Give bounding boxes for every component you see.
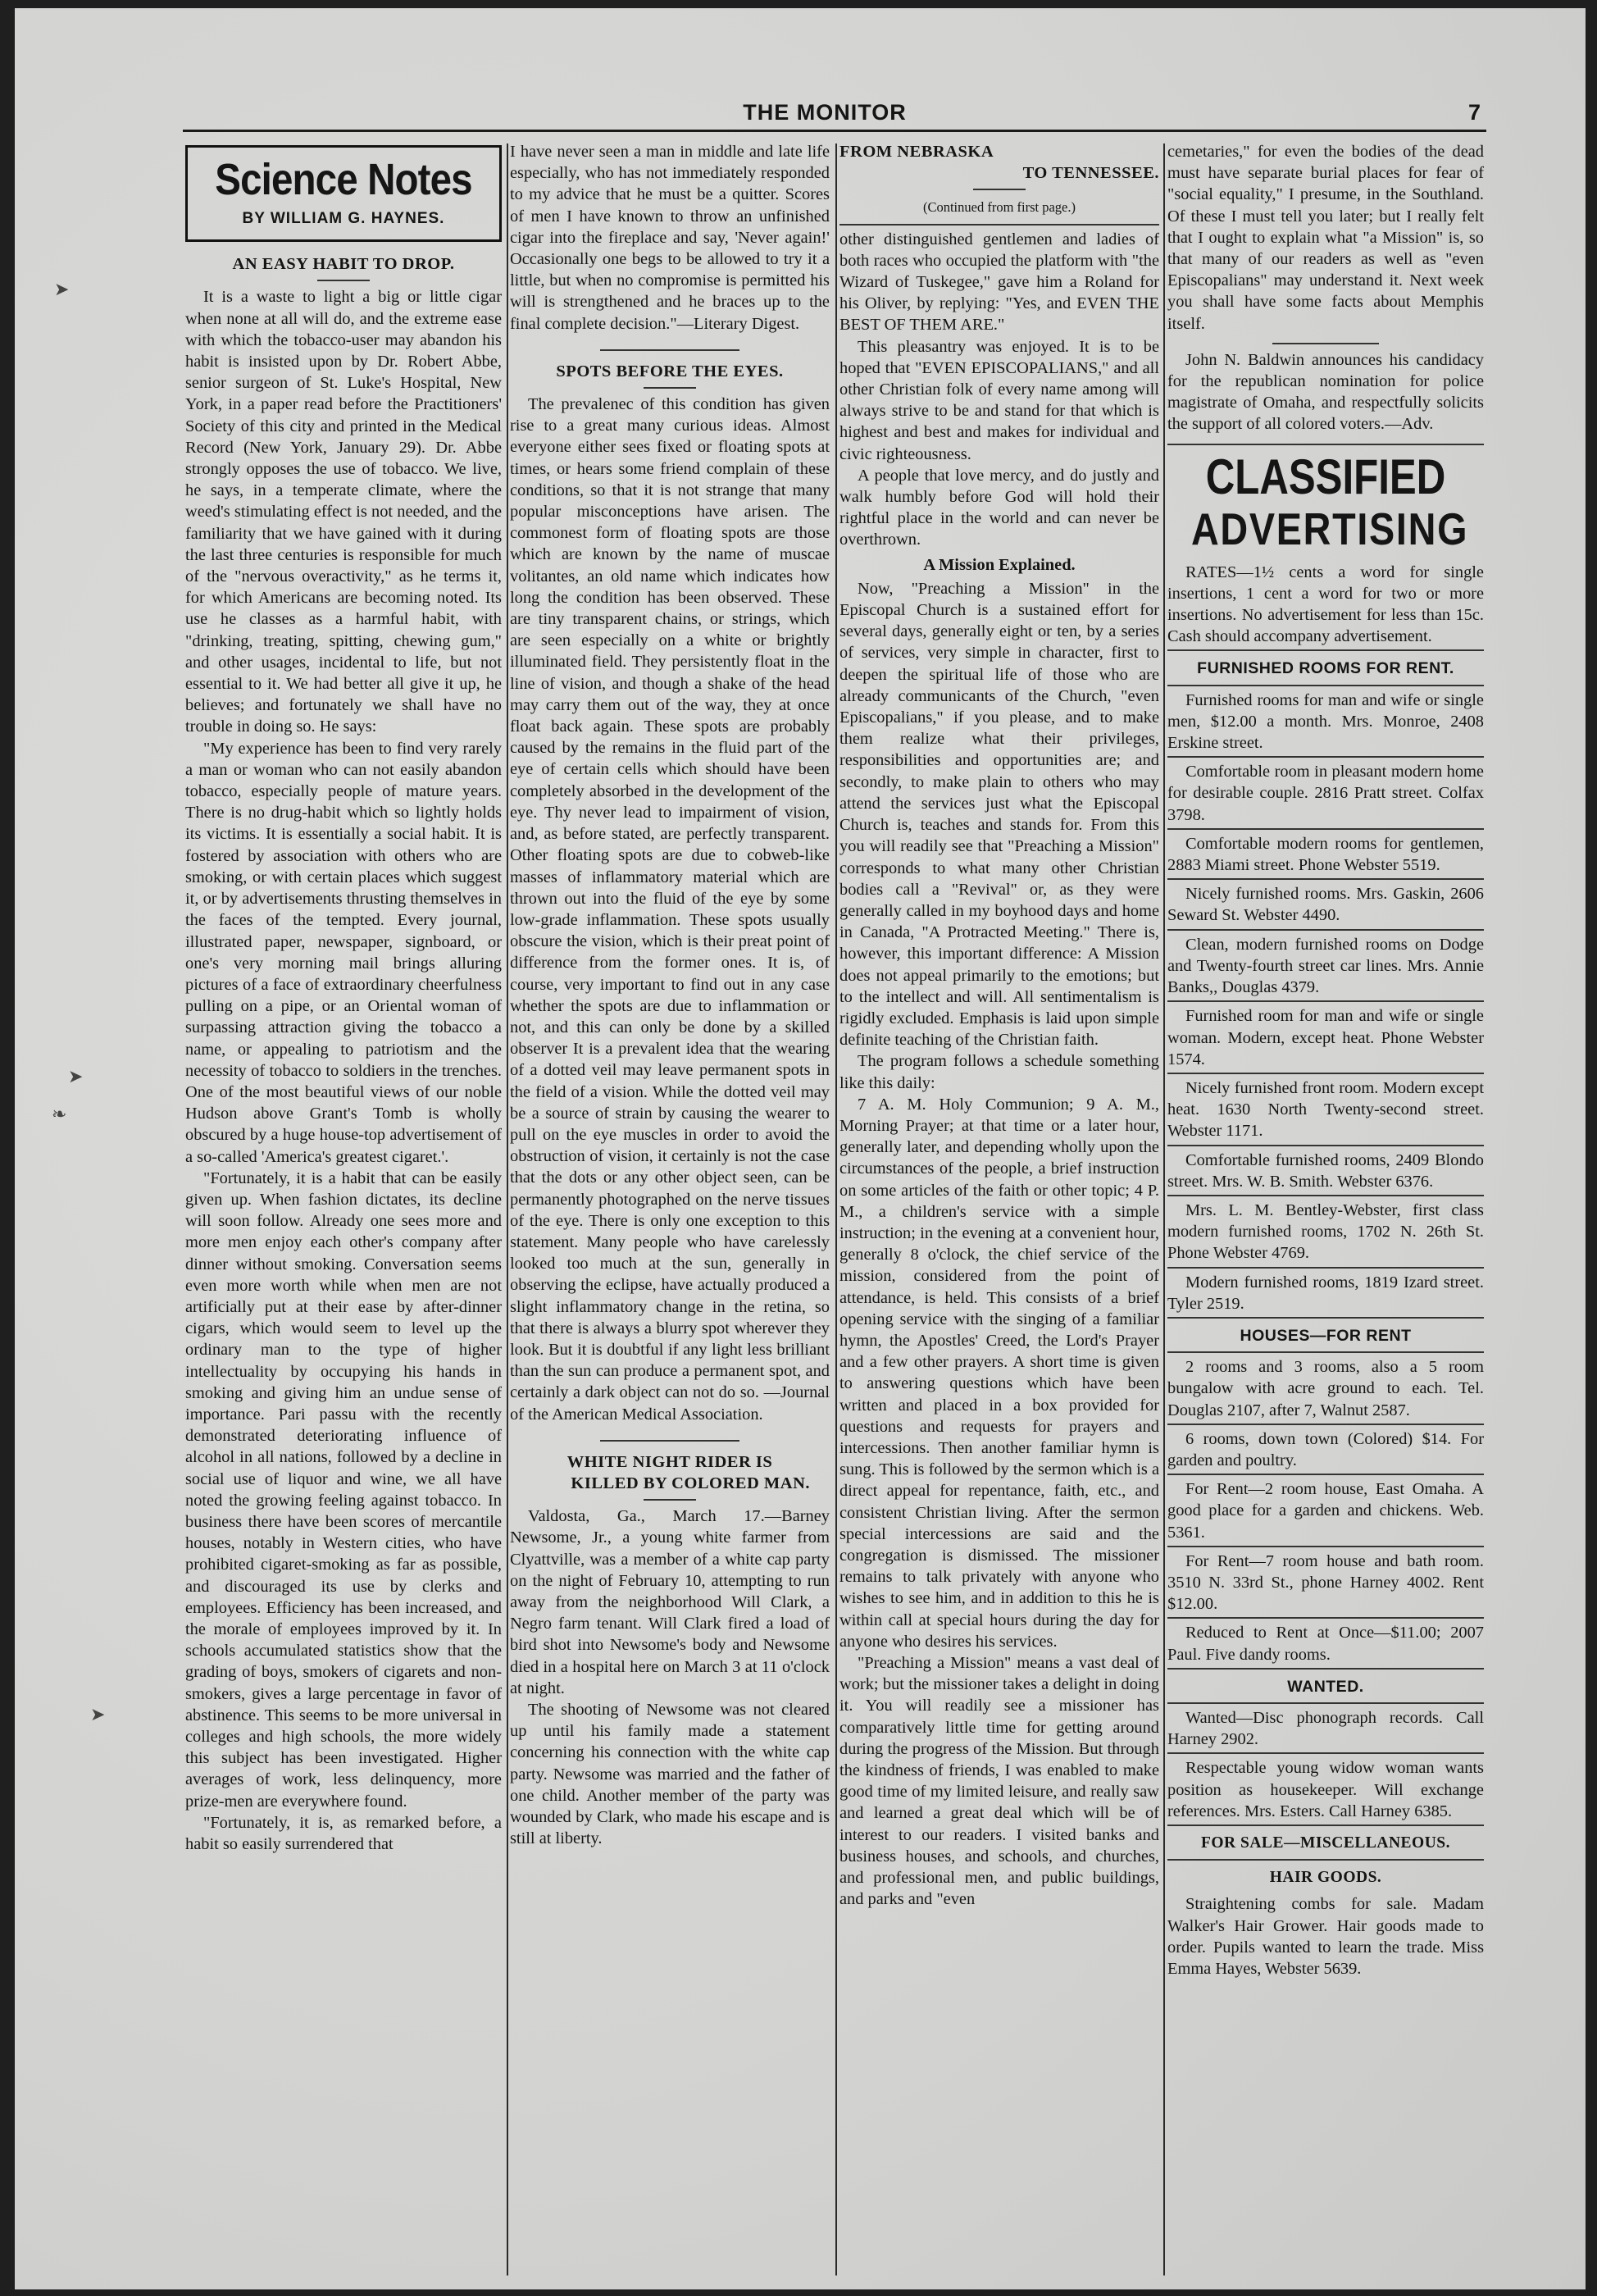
divider [1167,1424,1484,1425]
divider [1167,444,1484,445]
classified-ad: Comfortable modern rooms for gentlemen, 2883 Miami street. Phone Webster 5519. [1167,834,1484,875]
newspaper-title: THE MONITOR [743,100,907,125]
paragraph: other distinguished gentlemen and ladies of both races who occupied the platform with "the Wizard of Tuskegee," gave him a Roland for his Oliver, by replying: "Yes, and EVEN THE BEST OF THEM ARE." [839,230,1159,335]
margin-mark-icon: ➤ [90,1704,106,1724]
paragraph: "My experience has been to find very rarely a man or woman who can not easily abandon tobacco, especially people of mature years. There is no drug-habit which so lightly holds its victims. It is essentially a social habit. It is fostered by association with others who are smoking, or with certain places which suggest it, or by advertisements thrusting themselves in the faces of the tempted. Every journal, illustrated paper, newspaper, signboard, or one's very morning mail brings alluring pictures of a face of extraordinary cheerfulness pulling on a pipe, or an Oriental woman of surpassing attraction giving the tobacco a name, or appealing to patriotism and the necessity of tobacco to soldiers in the trenches. One of the most beautiful views of our noble Hudson above Grant's Tomb is wholly obscured by a huge house-top advertisement of a so-called 'America's greatest cigaret.'. [185,739,502,1166]
divider [1167,1000,1484,1002]
divider [1167,1859,1484,1861]
column-2 [510,141,830,2281]
section-heading: HAIR GOODS. [1269,1869,1382,1887]
article-title: WHITE NIGHT RIDER IS [566,1452,773,1471]
classified-ad: Nicely furnished rooms. Mrs. Gaskin, 2606 Seward St. Webster 4490. [1167,885,1484,925]
divider [1167,1145,1484,1146]
article-title: AN EASY HABIT TO DROP. [232,255,455,274]
column-1 [185,141,502,2281]
divider [1167,1474,1484,1475]
paragraph: The shooting of Newsome was not cleared up until his family made a statement concerning his connection with the white cap party. Newsome was married and the father of one child. Another member of the party was wounded by Clark, who made his escape and is still at liberty. [510,1701,830,1848]
subheading: A Mission Explained. [923,555,1076,574]
column-divider [835,144,837,2276]
paragraph: It is a waste to light a big or little cigar when none at all will do, and the extreme ease with which the tobacco-user may abandon his habit is insisted upon by Dr. Robert Abbe, senior surgeon of St. Luke's Hospital, New York, in a paper read before the Practitioners' Society of this city and printed in the Medical Record (New York, January 29). Dr. Abbe strongly opposes the use of tobacco. We live, he says, in a temperate climate, where the weed's stimulating effect is not needed, and the familiarity that we have gained with it during the last three centuries is responsible for much of the "nervous overactivity," as he terms it, for which Americans are becoming noted. Its use he classes as a harmful habit, with "drinking, treating, spitting, chewing gum," and other usages, incidental to life, but not essential to it. We had better all give it up, he believes; and fortunately we shall have no trouble in doing so. He says: [185,288,502,736]
margin-mark-icon: ➤ [54,279,70,299]
paragraph: Now, "Preaching a Mission" in the Episcopal Church is a sustained effort for several days, generally eight or ten, by a series of services, very simple in character, first to deepen the spiritual life of those who are already communicants of the Church, "even Episcopalians," if you please, and to make them realize what their privileges, responsibilities and opportunities are; and secondly, to make plain to others who may attend the services just what the Episcopal Church is, teaches and stands for. From this you will readily see that "Preaching a Mission" corresponds to what many other Christian bodies call a "Revival" or, as they were generally called in my boyhood days and home in Canada, "A Protracted Meeting." There is, however, this important difference: A Mission does not appeal primarily to the emotions; but to the intellect and will. All sentimentalism is rigidly excluded. Emphasis is laid upon simple definite teaching of the Christian faith. [839,579,1159,1050]
divider [1167,756,1484,758]
paragraph: "Preaching a Mission" means a vast deal of work; but the missioner takes a delight in doing it. You will readily see a missioner has comparatively little time for getting around during the progress of the Mission. But through the kindness of friends, I was enabled to make good time of my limited leisure, and really saw and learned a great deal which will be of interest to our readers. I visited banks and business houses, and schools, and churches, and professional men, and public buildings, and parks and "even [839,1654,1159,1909]
article-title: KILLED BY COLORED MAN. [571,1474,810,1492]
divider [1167,878,1484,880]
classified-ad: Furnished room for man and wife or single woman. Modern, except heat. Phone Webster 1574. [1167,1007,1484,1068]
paragraph: Valdosta, Ga., March 17.—Barney Newsome, Jr., a young white farmer from Clyattville, was a member of a white cap party on the night of February 10, attempting to run away from the neighborhood Will Clark, a Negro farm tenant. Will Clark fired a load of bird shot into Newsome's body and Newsome died in a hospital here on March 3 at 11 o'clock at night. [510,1507,830,1697]
divider [644,387,696,389]
article-title: FROM NEBRASKA [839,143,994,161]
science-notes-box [185,145,502,242]
classified-ad: For Rent—7 room house and bath room. 3510 N. 33rd St., phone Harney 4002. Rent $12.00. [1167,1551,1484,1614]
column-4 [1167,141,1484,2281]
classified-ad: Straightening combs for sale. Madam Walker's Hair Grower. Hair goods made to order. Pupils wanted to learn the trade. Miss Emma Hayes, Webster 5639. [1167,1895,1484,1979]
paragraph: This pleasantry was enjoyed. It is to be hoped that "EVEN EPISCOPALIANS," and all other Christian folk of every name among will always strive to be and stand for that which is highest and best and makes for individual and civic righteousness. [839,337,1159,463]
divider [1167,1351,1484,1353]
classified-ad: Furnished rooms for man and wife or single men, $12.00 a month. Mrs. Monroe, 2408 Erskine street. [1167,690,1484,753]
paragraph: John N. Baldwin announces his candidacy for the republican nomination for police magistrate of Omaha, and respectfully solicits the support of all colored voters.—Adv. [1167,350,1484,434]
divider [644,1499,696,1501]
paragraph: cemetaries," for even the bodies of the dead must have separate burial places for fear of "social equality," I presume, in the Southland. Of these I must tell you later; but I really felt that I ought to explain what "a Mission" is, so that many of our readers as well as "even Episcopalians" may understand it. Next week you shall have some facts about Memphis itself. [1167,143,1484,333]
section-heading: HOUSES—FOR RENT [1240,1326,1412,1345]
divider [1167,685,1484,686]
classified-ad: Respectable young widow woman wants position as housekeeper. Will exchange references. Mrs. Esters. Call Harney 6385. [1167,1759,1484,1820]
paragraph: 7 A. M. Holy Communion; 9 A. M., Morning Prayer; at that time or a later hour, generally later, and depending wholly upon the circumstances of the people, a brief instruction on some articles of the faith or other topic; 4 P. M., a children's service with a simple instruction; in the evening at a convenient hour, generally 8 o'clock, the chief service of the mission, considered from the point of attendance, is held. This consists of a brief opening service with the singing of a familiar hymn, the Apostles' Creed, the Lord's Prayer and a few other prayers. A short time is given to answering questions which have been written and placed in a box provided for questions and requests for prayers and intercessions. Then another familiar hymn is sung. This is followed by the sermon which is a direct appeal for repentance, faith, etc., and consistent Christian living. After the sermon special intercessions are said and the congregation is dismissed. The missioner remains to talk privately with anyone who wishes to see him, and in addition to this he is within call at special hours during the day for anyone who desires his services. [839,1095,1159,1651]
classified-ad: For Rent—2 room house, East Omaha. A good place for a garden and chickens. Web. 5361. [1167,1480,1484,1542]
margin-mark-icon: ❧ [52,1104,67,1124]
classified-ad: Nicely furnished front room. Modern except heat. 1630 North Twenty-second street. Webster 1171. [1167,1078,1484,1141]
paragraph: "Fortunately, it is a habit that can be easily given up. When fashion dictates, its decline will soon follow. Already one sees more and more men enjoy each other's company after dinner without smoking. Conversation seems even more worth while when men are not artificially put at their ease by after-dinner cigars, which would seem to level up the ordinary man to the type of higher intellectuality by occupying his hands in smoking and giving him an undue sense of importance. Pari passu with the recently demonstrated deteriorating influence of alcohol in all nations, followed by a decline in social use of liquor and wine, we all have noted the growing feeling against tobacco. In business there have been scores of mercantile houses, notably in Western cities, who have prohibited cigaret-smoking as far as possible, and discouraged its use by clerks and employees. Efficiency has been increased, and the morale of employees improved by it. In schools accumulated statistics show that the grading of boys, smokers of cigarets and non-smokers, gives a large percentage in favor of abstinence. This seems to be more universal in colleges and high schools, the more widely this subject has been investigated. Higher averages of work, less delinquency, more prize-men are everywhere found. [185,1168,502,1811]
divider [317,280,370,281]
divider [1167,1824,1484,1826]
paragraph: "Fortunately, it is, as remarked before, a habit so easily surrendered that [185,1813,502,1854]
classified-ad: 2 rooms and 3 rooms, also a 5 room bungalow with acre ground to each. Tel. Douglas 2107, after 7, Walnut 2587. [1167,1358,1484,1419]
divider [1167,1195,1484,1196]
classified-ad: Mrs. L. M. Bentley-Webster, first class modern furnished rooms, 1702 N. 26th St. Phone Webster 4769. [1167,1200,1484,1263]
classified-ad: Modern furnished rooms, 1819 Izard street. Tyler 2519. [1167,1273,1484,1313]
section-heading: FURNISHED ROOMS FOR RENT. [1197,659,1454,678]
divider [1167,1752,1484,1754]
section-heading: WANTED. [1287,1677,1364,1696]
rates-text: RATES—1½ cents a word for single insertions, 1 cent a word for two or more insertions. No advertisement for less than 15c. Cash should accompany advertisement. [1167,563,1484,646]
classified-ad: Wanted—Disc phonograph records. Call Harney 2902. [1167,1708,1484,1749]
page-header [169,100,1481,128]
divider [1272,343,1379,344]
page-number: 7 [1467,100,1481,125]
column-divider [507,144,508,2276]
paragraph: I have never seen a man in middle and late life especially, who has not immediately responded to my advice that he must be a quitter. Scores of men I have known to throw an unfinished cigar into the fireplace and say, 'Never again!' Occasionally one begs to be allowed to try it a little, but when no compromise is permitted his will is strengthened and he braces up to the final complete decision."—Literary Digest. [510,143,830,333]
classified-ad: Clean, modern furnished rooms on Dodge and Twenty-fourth street car lines. Mrs. Annie Banks,, Douglas 4379. [1167,935,1484,997]
classified-ad: 6 rooms, down town (Colored) $14. For garden and poultry. [1167,1429,1484,1469]
divider [1167,1702,1484,1704]
divider [1167,929,1484,931]
divider [1167,1617,1484,1619]
classified-banner [1167,450,1484,554]
divider [1167,1546,1484,1547]
advertising-heading: ADVERTISING [1190,503,1469,554]
divider [1167,828,1484,830]
divider [839,224,1159,226]
divider [973,189,1026,190]
classified-ad: Comfortable room in pleasant modern home for desirable couple. 2816 Pratt street. Colfax 3798. [1167,763,1484,824]
divider [600,349,739,351]
continued-note: (Continued from first page.) [922,199,1076,216]
divider [1167,1668,1484,1670]
margin-mark-icon: ➤ [68,1066,84,1086]
byline: BY WILLIAM G. HAYNES. [242,210,445,227]
divider [1167,1073,1484,1074]
article-title: SPOTS BEFORE THE EYES. [556,362,784,380]
science-notes-title: Science Notes [215,155,472,204]
divider [600,1440,739,1442]
divider [1167,649,1484,651]
divider [1167,1317,1484,1319]
section-heading: FOR SALE—MISCELLANEOUS. [1200,1834,1451,1852]
paragraph: The prevalenec of this condition has given rise to a great many curious ideas. Almost everyone either sees fixed or floating spots at times, or hears some friend complain of these conditions, so that it is not strange that many popular misconceptions have arisen. The commonest form of floating spots are those which are known by the name of muscae volitantes, an old name which indicates how long the condition has been observed. These are tiny transparent chains, or strings, which are seen especially on a white or brightly illuminated field. They persistently float in the line of vision, and though a shake of the head may carry them out of the way, they at once float back again. These spots are probably caused by the remains in the fluid part of the eye of certain cells which should have been completely absorbed in the development of the eye. Thy never lead to impairment of vision, and, as before stated, are perfectly transparent. Other floating spots are due to cobweb-like masses of inflammatory material which are thrown out into the fluid of the eye by some low-grade inflammation. These spots usually obscure the vision, which is their preat point of difference from the former ones. It is, of course, very important to find out in any case whether the spots are due to inflammation or not, and this can only be done by a skilled observer It is a prevalent idea that the wearing of a dotted veil may leave permanent spots in the field of a vision. While the dotted veil may be a source of strain by causing the wearer to pull on the eye muscles in order to avoid the obstruction of vision, it certainly is not the case that the dots or any other object seen, can be permanently photographed on the nerve tissues of the eye. There is only one exception to this statement. Many people who have carelessly looked too much at the sun, generally in observing the eclipse, have actually produced a slight inflammatory change in the retina, so that there is always a blurry spot wherever they look. But it is doubtful if any light less brilliant than the sun can produce a permanent spot, and certainly a dark object can not do so. —Journal of the American Medical Association. [510,395,830,1424]
paragraph: The program follows a schedule something like this daily: [839,1052,1159,1092]
column-3 [839,141,1159,2281]
classified-ad: Comfortable furnished rooms, 2409 Blondo street. Mrs. W. B. Smith. Webster 6376. [1167,1150,1484,1191]
classified-heading: CLASSIFIED [1205,449,1446,504]
header-rule [183,130,1486,132]
article-title: TO TENNESSEE. [1022,164,1159,183]
classified-ad: Reduced to Rent at Once—$11.00; 2007 Paul. Five dandy rooms. [1167,1624,1484,1664]
paragraph: A people that love mercy, and do justly and walk humbly before God will hold their rightful place in the world and can never be overthrown. [839,466,1159,549]
column-divider [1163,144,1165,2276]
newspaper-page [15,8,1586,2289]
divider [1167,1267,1484,1269]
